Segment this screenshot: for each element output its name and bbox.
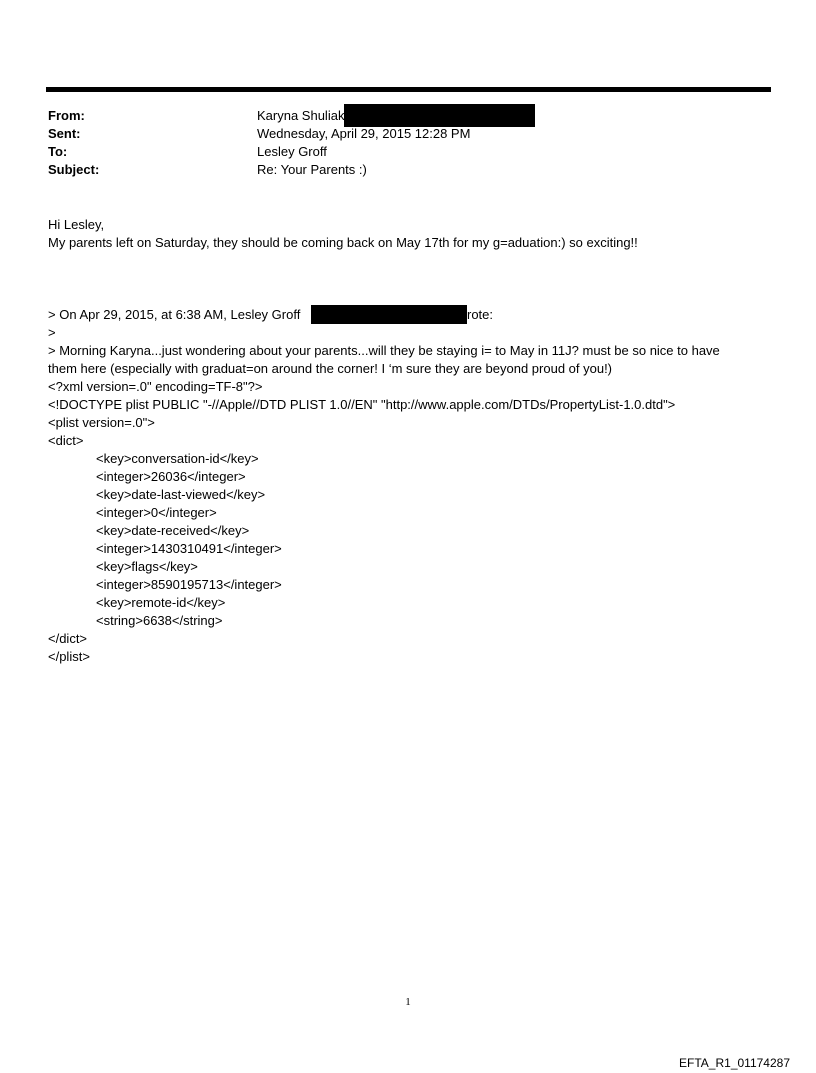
plist-line: <key>conversation-id</key> — [96, 451, 259, 466]
plist-line: <key>date-last-viewed</key> — [96, 487, 266, 502]
document-id: EFTA_R1_01174287 — [679, 1056, 790, 1070]
quote-line: > Morning Karyna...just wondering about your parents...will they be staying i= to May in 11J? must be so nice to have — [48, 343, 720, 358]
plist-line: <key>flags</key> — [96, 559, 198, 574]
plist-line: <integer>8590195713</integer> — [96, 577, 282, 592]
plist-line: <dict> — [48, 433, 84, 448]
subject-label: Subject: — [48, 162, 100, 177]
quote-line: them here (especially with graduat=on around the corner! I ‘m sure they are beyond proud of you!) — [48, 361, 613, 376]
to-value: Lesley Groff — [257, 144, 327, 159]
greeting: Hi Lesley, — [48, 217, 105, 232]
redaction-box — [311, 305, 467, 324]
from-value: Karyna Shuliak — [257, 108, 345, 123]
plist-line: <string>6638</string> — [96, 613, 223, 628]
sent-value: Wednesday, April 29, 2015 12:28 PM — [257, 126, 471, 141]
plist-line: </dict> — [48, 631, 88, 646]
plist-line: </plist> — [48, 649, 90, 664]
header-divider — [46, 87, 771, 92]
plist-line: <plist version=.0"> — [48, 415, 155, 430]
redaction-box — [344, 104, 535, 127]
plist-line: <integer>1430310491</integer> — [96, 541, 282, 556]
plist-line: <integer>26036</integer> — [96, 469, 246, 484]
from-label: From: — [48, 108, 85, 123]
plist-line: <key>remote-id</key> — [96, 595, 226, 610]
quote-intro — [48, 306, 300, 324]
quote-intro-suffix: rote: — [467, 307, 494, 322]
quote-blank: > — [48, 325, 56, 340]
plist-line: <?xml version=.0" encoding=TF-8"?> — [48, 379, 263, 394]
plist-line: <key>date-received</key> — [96, 523, 250, 538]
quote-intro-prefix: > On Apr 29, 2015, at 6:38 AM, Lesley Groff — [48, 307, 301, 322]
page-number: 1 — [405, 996, 411, 1008]
message-text: My parents left on Saturday, they should be coming back on May 17th for my g=aduation:) so exciting!! — [48, 235, 638, 250]
subject-value: Re: Your Parents :) — [257, 162, 367, 177]
plist-line: <!DOCTYPE plist PUBLIC "-//Apple//DTD PLIST 1.0//EN" "http://www.apple.com/DTDs/PropertyList-1.0.dtd"> — [48, 397, 676, 412]
sent-label: Sent: — [48, 126, 81, 141]
to-label: To: — [48, 144, 68, 159]
plist-line: <integer>0</integer> — [96, 505, 217, 520]
